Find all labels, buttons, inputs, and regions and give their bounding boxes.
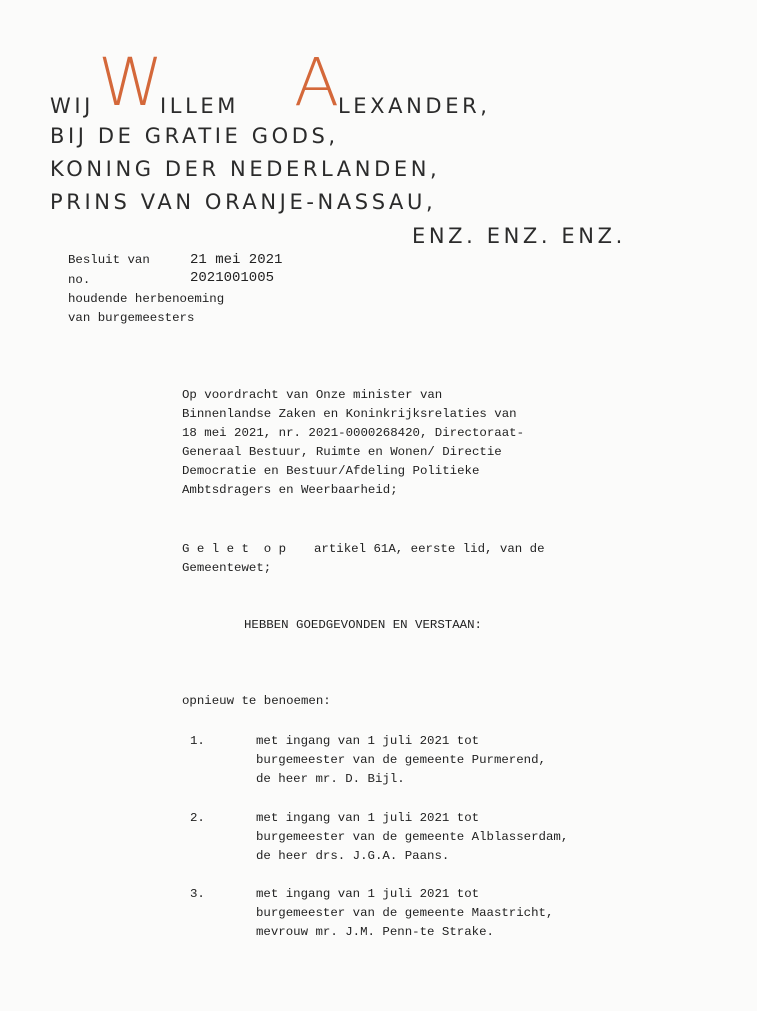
header-illem: ILLEM	[160, 94, 239, 118]
item-line: burgemeester van de gemeente Alblasserdam,	[256, 830, 569, 844]
monogram-a: A	[294, 44, 340, 121]
hebben-heading: HEBBEN GOEDGEVONDEN EN VERSTAAN:	[244, 618, 482, 632]
voordracht-line: 18 mei 2021, nr. 2021-0000268420, Directoraat-	[182, 426, 525, 440]
no-label: no.	[68, 273, 91, 287]
besluit-label: Besluit van	[68, 253, 150, 267]
besluit-date: 21 mei 2021	[190, 252, 283, 268]
header-line-gratie: BIJ DE GRATIE GODS,	[50, 124, 339, 148]
header-line-prins: PRINS VAN ORANJE-NASSAU,	[50, 190, 437, 214]
item-line: met ingang van 1 juli 2021 tot	[256, 734, 480, 748]
monogram-w: W	[98, 44, 158, 121]
voordracht-line: Ambtsdragers en Weerbaarheid;	[182, 483, 398, 497]
header-line-koning: KONING DER NEDERLANDEN,	[50, 157, 441, 181]
gelet-op-label: G e l e t o p	[182, 542, 287, 556]
header-lexander: LEXANDER,	[338, 94, 491, 118]
header-line-enz: ENZ. ENZ. ENZ.	[412, 224, 626, 248]
header-wij: WIJ	[50, 94, 94, 118]
item-line: mevrouw mr. J.M. Penn-te Strake.	[256, 925, 494, 939]
item-number: 2.	[190, 811, 205, 825]
subject-line-2: van burgemeesters	[68, 311, 195, 325]
no-value: 2021001005	[190, 270, 275, 286]
item-line: de heer mr. D. Bijl.	[256, 772, 405, 786]
subject-line-1: houdende herbenoeming	[68, 292, 225, 306]
item-line: burgemeester van de gemeente Maastricht,	[256, 906, 554, 920]
voordracht-line: Op voordracht van Onze minister van	[182, 388, 443, 402]
gelet-op-line-2: Gemeentewet;	[182, 561, 272, 575]
voordracht-line: Binnenlandse Zaken en Koninkrijksrelaties van	[182, 407, 517, 421]
item-line: met ingang van 1 juli 2021 tot	[256, 811, 480, 825]
opnieuw-label: opnieuw te benoemen:	[182, 694, 331, 708]
voordracht-line: Generaal Bestuur, Ruimte en Wonen/ Directie	[182, 445, 502, 459]
item-line: de heer drs. J.G.A. Paans.	[256, 849, 450, 863]
item-number: 1.	[190, 734, 205, 748]
item-line: burgemeester van de gemeente Purmerend,	[256, 753, 546, 767]
voordracht-line: Democratie en Bestuur/Afdeling Politieke	[182, 464, 480, 478]
gelet-op-text: artikel 61A, eerste lid, van de	[314, 542, 545, 556]
item-line: met ingang van 1 juli 2021 tot	[256, 887, 480, 901]
item-number: 3.	[190, 887, 205, 901]
